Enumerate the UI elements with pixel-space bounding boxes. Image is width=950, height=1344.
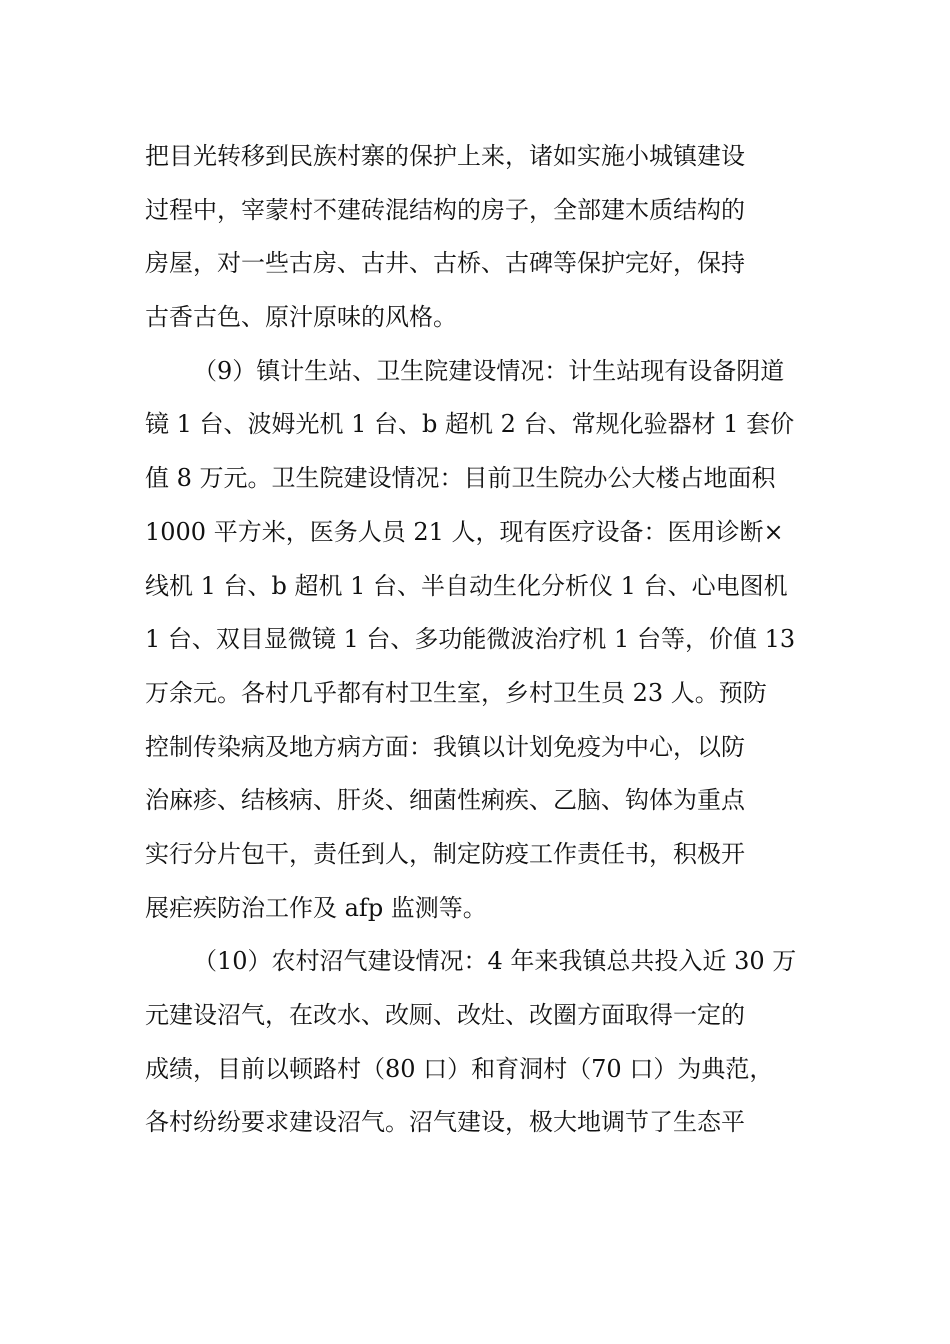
text-line-11: 万余元。各村几乎都有村卫生室，乡村卫生员 23 人。预防	[145, 678, 767, 707]
text-line-3: 房屋，对一些古房、古井、古桥、古碑等保护完好，保持	[145, 249, 745, 278]
text-line-15: 展疟疾防治工作及 afp 监测等。	[145, 893, 487, 922]
text-line-12: 控制传染病及地方病方面：我镇以计划免疫为中心，以防	[145, 732, 745, 761]
text-line-16: （10）农村沼气建设情况：4 年来我镇总共投入近 30 万	[193, 947, 797, 976]
text-line-8: 1000 平方米，医务人员 21 人，现有医疗设备：医用诊断×	[145, 517, 784, 546]
text-line-7: 值 8 万元。卫生院建设情况：目前卫生院办公大楼占地面积	[145, 464, 776, 493]
text-line-13: 治麻疹、结核病、肝炎、细菌性痢疾、乙脑、钩体为重点	[145, 786, 745, 815]
text-line-18: 成绩，目前以顿路村（80 口）和育洞村（70 口）为典范，	[145, 1054, 774, 1083]
text-line-14: 实行分片包干，责任到人，制定防疫工作责任书，积极开	[145, 839, 745, 868]
text-line-2: 过程中，宰蒙村不建砖混结构的房子，全部建木质结构的	[145, 195, 745, 224]
text-line-17: 元建设沼气，在改水、改厕、改灶、改圈方面取得一定的	[145, 1001, 745, 1029]
document-body-text	[145, 130, 815, 1150]
text-line-19: 各村纷纷要求建设沼气。沼气建设，极大地调节了生态平	[145, 1108, 745, 1137]
text-line-1: 把目光转移到民族村寨的保护上来，诸如实施小城镇建设	[145, 142, 745, 170]
text-line-9: 线机 1 台、b 超机 1 台、半自动生化分析仪 1 台、心电图机	[145, 571, 788, 600]
text-line-4: 古香古色、原汁原味的风格。	[145, 303, 457, 332]
text-line-5: （9）镇计生站、卫生院建设情况：计生站现有设备阴道	[193, 356, 785, 385]
text-line-10: 1 台、双目显微镜 1 台、多功能微波治疗机 1 台等，价值 13	[145, 625, 796, 654]
text-line-6: 镜 1 台、波姆光机 1 台、b 超机 2 台、常规化验器材 1 套价	[145, 410, 795, 439]
